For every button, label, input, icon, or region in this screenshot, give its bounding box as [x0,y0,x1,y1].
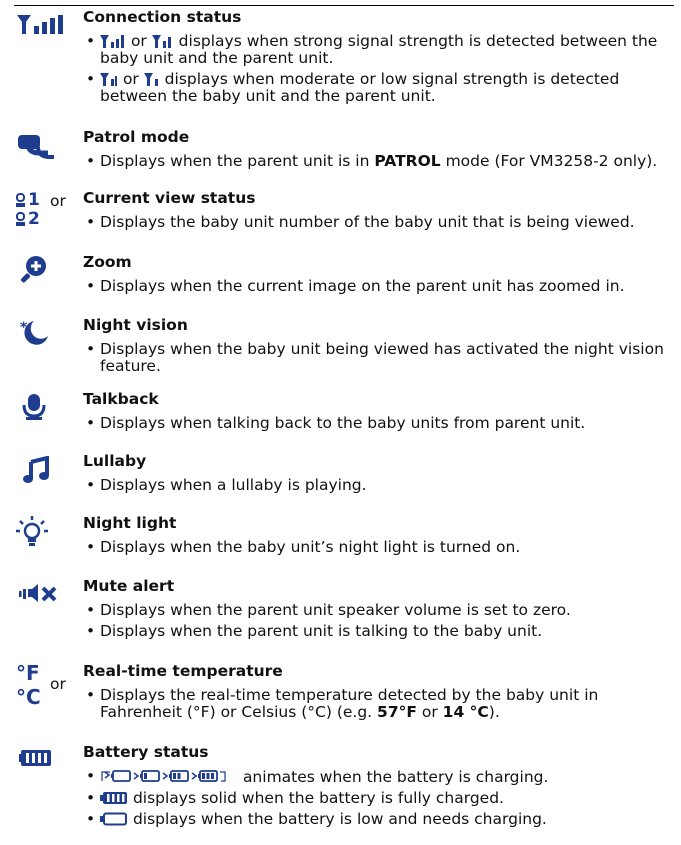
signal-full-icon [100,35,126,48]
or-label: or [50,675,66,693]
bullet: • Displays the baby unit number of the baby unit that is being viewed. [83,214,673,231]
text: displays when moderate or low signal strength is detected between the baby unit and the parent unit. [100,70,620,105]
title: Real-time temperature [83,662,283,680]
light-bulb-icon [14,514,74,550]
title: Night vision [83,316,188,334]
battery-full-icon [100,791,128,805]
signal-high-icon [152,35,174,48]
text: animates when the battery is charging. [242,768,549,786]
bullet-full [83,790,673,807]
title: Zoom [83,253,132,271]
sep: or [130,32,147,50]
bullet: • Displays when the current image on the parent unit has zoomed in. [83,278,673,295]
zoom-icon [20,255,80,283]
example-celsius: 14 °C [442,703,489,721]
patrol-icon [16,133,76,159]
title: Current view status [83,189,256,207]
camera-1-number: 1 [28,190,40,210]
title: Mute alert [83,577,175,595]
bullet-strong-signal [83,33,673,67]
text-mid: or [416,703,443,721]
signal-strength-icon [16,14,76,36]
top-rule [14,5,674,6]
bullet-low [83,811,673,828]
text-bold: PATROL [374,152,441,170]
battery-charging-animation-icon [100,768,238,784]
bullet: • Displays when the baby unit’s night light is turned on. [83,539,673,556]
text-pre: Displays the real-time temperature detected by the baby unit in Fahrenheit (°F) or Celsius (°C) (e.g. [100,686,599,721]
example-fahrenheit: 57°F [377,703,417,721]
music-note-icon [23,456,83,484]
bullet-patrol [83,153,673,170]
mute-speaker-icon [19,583,79,603]
text-pre: Displays when the parent unit is in [100,152,375,170]
celsius-icon: °C [16,685,41,709]
title: Lullaby [83,452,147,470]
title: Patrol mode [83,128,190,146]
bullet: • Displays when the baby unit being viewed has activated the night vision feature. [83,341,673,375]
title: Connection status [83,8,242,26]
text: displays when the battery is low and needs charging. [132,810,547,828]
title: Battery status [83,743,209,761]
signal-low-icon [144,73,160,86]
bullet: • Displays when a lullaby is playing. [83,477,673,494]
camera-2-number: 2 [28,209,40,229]
camera-number-icon [16,191,76,229]
bullet [83,687,673,721]
bullet-charging [83,768,673,786]
battery-low-icon [100,812,128,826]
battery-icon [19,749,79,767]
microphone-icon [21,393,81,421]
text-post: mode (For VM3258-2 only). [440,152,658,170]
temperature-icon [16,662,76,710]
bullet: • Displays when talking back to the baby units from parent unit. [83,415,673,432]
night-vision-icon [18,318,78,348]
bullet-low-signal [83,71,673,105]
sep: or [122,70,139,88]
title: Talkback [83,390,159,408]
fahrenheit-icon: °F [16,661,40,685]
title: Night light [83,514,177,532]
or-label: or [50,192,66,210]
bullet-1: • Displays when the parent unit speaker volume is set to zero. [83,602,673,619]
text: displays solid when the battery is fully charged. [132,789,504,807]
bullet-2: • Displays when the parent unit is talking to the baby unit. [83,623,673,640]
text: displays when strong signal strength is detected between the baby unit and the parent unit. [100,32,658,67]
svg-text:*: * [20,320,28,336]
signal-medium-icon [100,73,118,86]
text-post: ). [488,703,500,721]
